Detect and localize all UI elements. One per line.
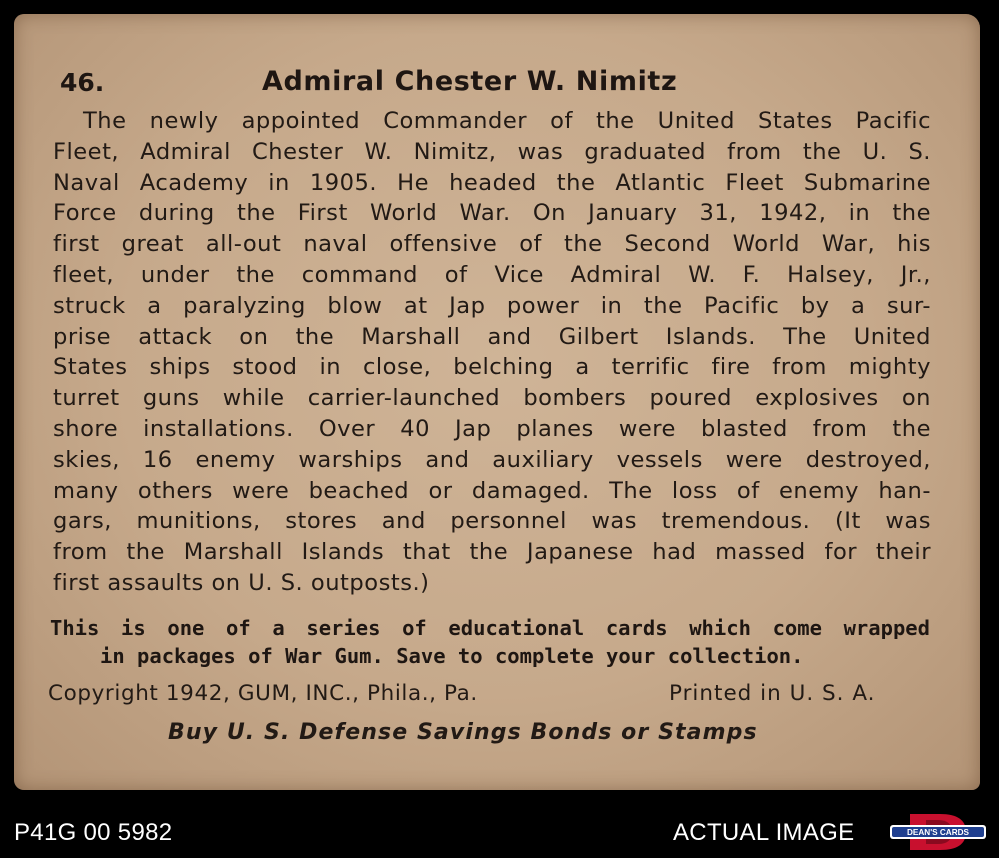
body-line: struck a paralyzing blow at Jap power in the Pacific by a sur- xyxy=(53,292,931,319)
body-line: turret guns while carrier-launched bombers poured explosives on xyxy=(53,385,931,412)
card-body-text xyxy=(53,106,931,599)
copyright-text: Copyright 1942, GUM, INC., Phila., Pa. xyxy=(48,681,478,706)
body-line: gars, munitions, stores and personnel was tremendous. (It was xyxy=(53,508,931,535)
series-note xyxy=(50,614,930,670)
inventory-code: P41G 00 5982 xyxy=(14,819,173,846)
card-title: Admiral Chester W. Nimitz xyxy=(262,66,678,97)
card-number: 46. xyxy=(60,68,105,97)
actual-image-label: ACTUAL IMAGE xyxy=(673,819,855,846)
body-line: shore installations. Over 40 Jap planes were blasted from the xyxy=(53,415,931,442)
defense-bonds-slogan: Buy U. S. Defense Savings Bonds or Stamps xyxy=(168,720,758,745)
body-line: prise attack on the Marshall and Gilbert Islands. The United xyxy=(53,323,931,350)
body-line: Force during the First World War. On January 31, 1942, in the xyxy=(53,200,931,227)
body-line: fleet, under the command of Vice Admiral W. F. Halsey, Jr., xyxy=(53,261,931,288)
body-line: many others were beached or damaged. The loss of enemy han- xyxy=(53,477,931,504)
printed-in-text: Printed in U. S. A. xyxy=(669,681,876,706)
body-line: Fleet, Admiral Chester W. Nimitz, was graduated from the U. S. xyxy=(53,138,931,165)
body-line: from the Marshall Islands that the Japanese had massed for their xyxy=(53,539,931,566)
deans-cards-logo xyxy=(888,812,988,852)
trading-card-back xyxy=(14,14,980,790)
body-line: Naval Academy in 1905. He headed the Atlantic Fleet Submarine xyxy=(53,169,931,196)
series-note-line: in packages of War Gum. Save to complete your collection. xyxy=(100,644,804,668)
body-line: first assaults on U. S. outposts.) xyxy=(53,569,430,596)
body-line: skies, 16 enemy warships and auxiliary vessels were destroyed, xyxy=(53,446,931,473)
logo-text: DEAN'S CARDS xyxy=(907,828,969,838)
body-line: The newly appointed Commander of the United States Pacific xyxy=(83,108,931,134)
series-note-line: This is one of a series of educational cards which come wrapped xyxy=(50,616,930,640)
body-line: States ships stood in close, belching a terrific fire from mighty xyxy=(53,354,931,381)
body-line: first great all-out naval offensive of the Second World War, his xyxy=(53,231,931,258)
